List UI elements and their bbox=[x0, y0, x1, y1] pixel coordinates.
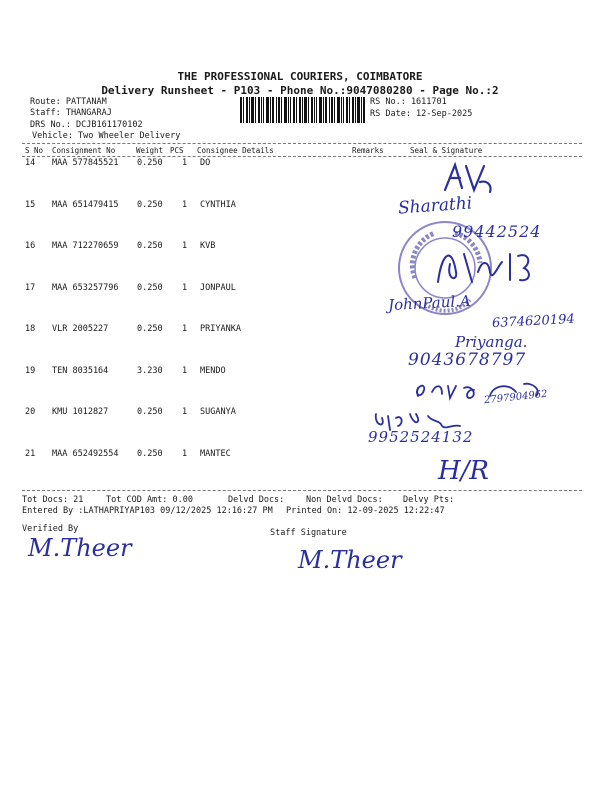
row-consignment-no: TEN 8035164 bbox=[52, 365, 109, 376]
route-label: Route: PATTANAM bbox=[30, 97, 107, 107]
row-sno: 20 bbox=[25, 407, 36, 417]
staff-label: Staff: THANGARAJ bbox=[30, 108, 112, 118]
row-consignee-name: CYNTHIA bbox=[200, 199, 236, 210]
row16-signature bbox=[432, 242, 552, 288]
staff-signature-label: Staff Signature bbox=[270, 528, 347, 538]
row-consignee-name: JONPAUL bbox=[200, 282, 236, 293]
entered-by: Entered By :LATHAPRIYAP103 09/12/2025 12:16:27 PM bbox=[22, 506, 273, 516]
header-top-rule bbox=[22, 143, 582, 144]
row19-handwritten-phone: 2797904962 bbox=[483, 388, 549, 407]
row-consignment-no: MAA 712270659 bbox=[52, 241, 119, 251]
row15-handwritten-phone: 99442524 bbox=[452, 222, 542, 241]
rs-number: RS No.: 1611701 bbox=[370, 97, 447, 107]
row-pcs: 1 bbox=[182, 324, 188, 334]
row-weight: 0.250 bbox=[137, 199, 163, 210]
col-remarks: Remarks bbox=[352, 146, 384, 155]
row-weight: 0.250 bbox=[137, 241, 163, 251]
col-consignment: Consignment No bbox=[52, 146, 116, 155]
row-weight: 0.250 bbox=[137, 324, 163, 334]
row-consignment-no: MAA 653257796 bbox=[52, 282, 119, 293]
row-weight: 0.250 bbox=[137, 407, 163, 417]
row-sno: 16 bbox=[25, 241, 36, 251]
row-consignment-no: MAA 577845521 bbox=[52, 158, 119, 168]
row20-handwritten-phone: 9952524132 bbox=[368, 428, 474, 446]
row-consignment-no: KMU 1012827 bbox=[52, 407, 109, 417]
col-weight: Weight bbox=[136, 146, 164, 155]
total-cod-amount: Tot COD Amt: 0.00 bbox=[106, 495, 193, 505]
delivered-docs: Delvd Docs: bbox=[228, 495, 285, 505]
row-pcs: 1 bbox=[182, 282, 188, 293]
printed-on: Printed On: 12-09-2025 12:22:47 bbox=[286, 506, 445, 516]
row21-handwritten-mark: H/R bbox=[438, 456, 490, 486]
row18-handwritten-name: Priyanga. bbox=[455, 333, 528, 351]
row-sno: 14 bbox=[25, 158, 36, 168]
row18-handwritten-phone: 9043678797 bbox=[408, 350, 527, 370]
row14-signature bbox=[440, 160, 500, 196]
row-weight: 0.250 bbox=[137, 158, 163, 168]
col-pcs: PCS bbox=[170, 146, 184, 155]
row-weight: 0.250 bbox=[137, 282, 163, 293]
row-consignment-no: MAA 651479415 bbox=[52, 199, 119, 210]
row-consignment-no: VLR 2005227 bbox=[52, 324, 109, 334]
row-sno: 21 bbox=[25, 448, 36, 459]
delivery-points: Delvy Pts: bbox=[403, 495, 455, 505]
verifier-signature: M.Theer bbox=[28, 534, 132, 562]
footer-rule bbox=[22, 490, 582, 491]
row17-handwritten-name: JohnPaul.A bbox=[387, 291, 472, 315]
row-sno: 15 bbox=[25, 199, 36, 210]
col-consignee-details: Consignee Details bbox=[197, 146, 274, 155]
row-sno: 17 bbox=[25, 282, 36, 293]
staff-signature: M.Theer bbox=[298, 546, 402, 574]
row-weight: 3.230 bbox=[137, 365, 163, 376]
row-weight: 0.250 bbox=[137, 448, 163, 459]
row-consignee-name: SUGANYA bbox=[200, 407, 236, 417]
company-title: THE PROFESSIONAL COURIERS, COIMBATORE bbox=[177, 70, 423, 83]
row15-handwritten-name: Sharathi bbox=[397, 193, 473, 219]
non-delivered-docs: Non Delvd Docs: bbox=[306, 495, 383, 505]
row-pcs: 1 bbox=[182, 448, 188, 459]
total-docs: Tot Docs: 21 bbox=[22, 495, 84, 505]
col-seal-signature: Seal & Signature bbox=[410, 146, 483, 155]
vehicle-label: Vehicle: Two Wheeler Delivery bbox=[32, 131, 181, 141]
row-consignee-name: KVB bbox=[200, 241, 216, 251]
col-sno: S No bbox=[25, 146, 44, 155]
row-consignee-name: MANTEC bbox=[200, 448, 231, 459]
row-consignee-name: PRIYANKA bbox=[200, 324, 241, 334]
row17-handwritten-phone: 6374620194 bbox=[491, 311, 576, 332]
barcode bbox=[240, 97, 365, 123]
row-consignment-no: MAA 652492554 bbox=[52, 448, 119, 459]
drs-number: DRS No.: DCJB161170102 bbox=[30, 120, 143, 130]
row-pcs: 1 bbox=[182, 241, 188, 251]
row-sno: 18 bbox=[25, 324, 36, 334]
row-pcs: 1 bbox=[182, 407, 188, 417]
header-bottom-rule bbox=[22, 156, 582, 157]
runsheet-subtitle: Delivery Runsheet - P103 - Phone No.:9047080280 - Page No.:2 bbox=[101, 84, 499, 97]
row-pcs: 1 bbox=[182, 365, 188, 376]
row-consignee-name: MENDO bbox=[200, 365, 226, 376]
verified-by-label: Verified By bbox=[22, 524, 79, 534]
row-sno: 19 bbox=[25, 365, 36, 376]
rs-date: RS Date: 12-Sep-2025 bbox=[370, 109, 473, 119]
row-pcs: 1 bbox=[182, 158, 188, 168]
row-pcs: 1 bbox=[182, 199, 188, 210]
row-consignee-name: DO bbox=[200, 158, 211, 168]
